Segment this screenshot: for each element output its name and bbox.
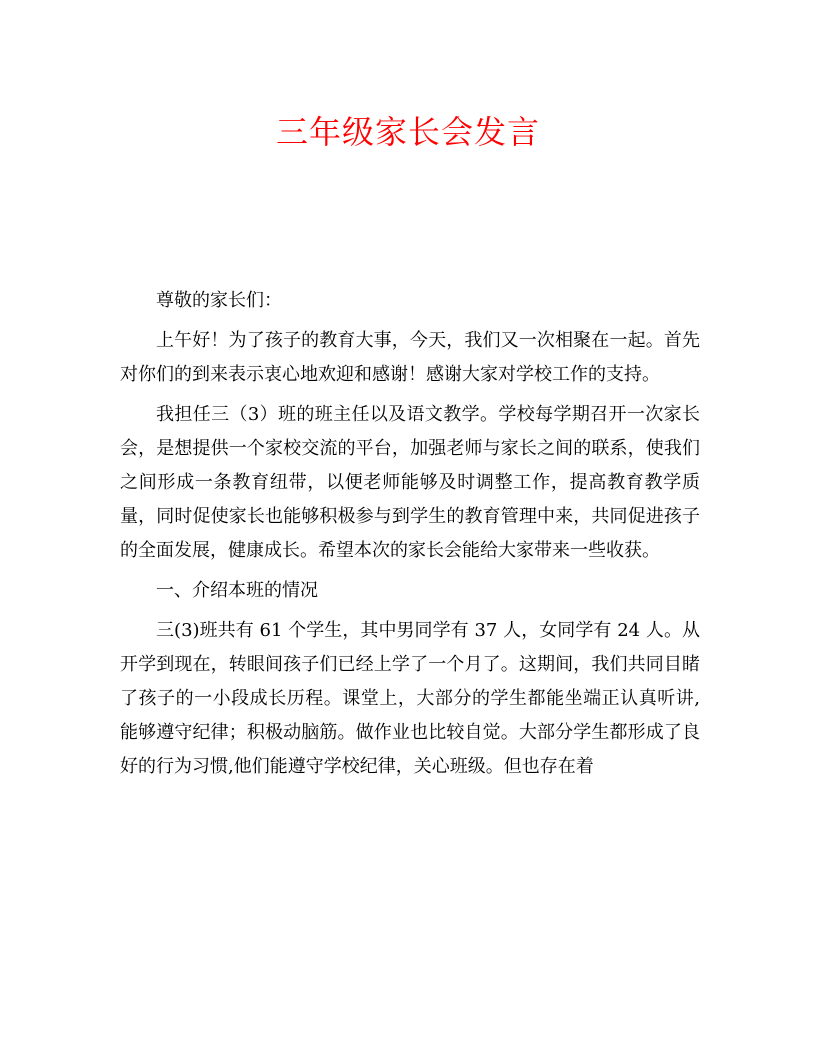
- document-body: [120, 284, 700, 790]
- paragraph-role: 我担任三（3）班的班主任以及语文教学。学校每学期召开一次家长会，是想提供一个家校交流的平台，加强老师与家长之间的联系，使我们之间形成一条教育纽带，以便老师能够及时调整工作，提高教育教学质量，同时促使家长也能够积极参与到学生的教育管理中来，共同促进孩子的全面发展，健康成长。希望本次的家长会能给大家带来一些收获。: [120, 404, 700, 561]
- paragraph-greeting: 上午好！为了孩子的教育大事，今天，我们又一次相聚在一起。首先对你们的到来表示衷心地欢迎和感谢！感谢大家对学校工作的支持。: [120, 330, 700, 385]
- document-title: 三年级家长会发言: [275, 113, 540, 151]
- paragraph-class-overview: 三(3)班共有 61 个学生，其中男同学有 37 人，女同学有 24 人。从开学到现在，转眼间孩子们已经上学了一个月了。这期间，我们共同目睹了孩子的一小段成长历程。课堂上，大部分的学生都能坐端正认真听讲,能够遵守纪律；积极动脑筋。做作业也比较自觉。大部分学生都形成了良好的行为习惯,他们能遵守学校纪律，关心班级。但也存在着: [120, 620, 700, 777]
- section-heading-class-intro: 一、介绍本班的情况: [156, 580, 318, 601]
- salutation: 尊敬的家长们：: [156, 290, 282, 311]
